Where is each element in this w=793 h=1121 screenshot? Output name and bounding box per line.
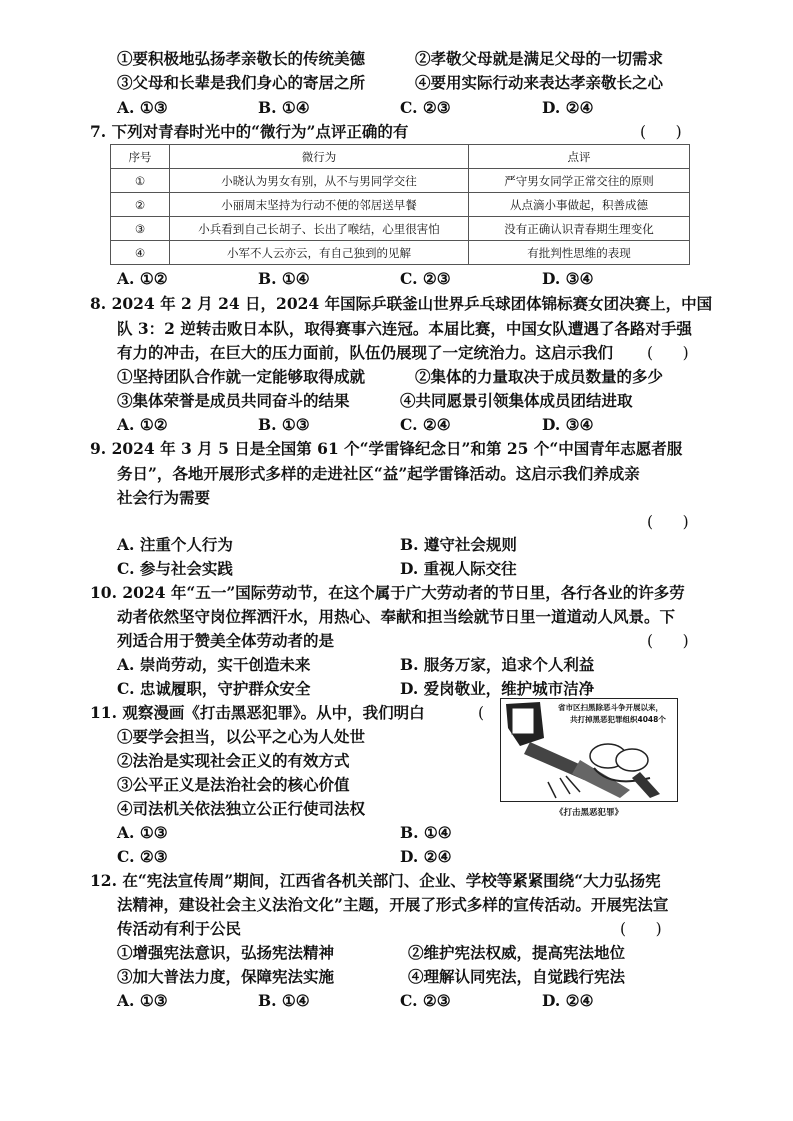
table-cell: 有批判性思维的表现 [469,241,690,265]
q8-option-b[interactable]: B. ①③ [258,415,310,434]
q7-answer-paren[interactable]: ( ) [640,123,682,141]
q12-stem-line-1: 12. 在“宪法宣传周”期间，江西省各机关部门、企业、学校等紧紧围绕“大力弘扬宪 [90,871,661,890]
q8-stem-line-1: 8. 2024 年 2 月 24 日，2024 年国际乒联釜山世界乒乓球团体锦标赛女团决赛上，中国 [90,294,713,313]
table-header-row [111,145,690,169]
q10-option-c[interactable]: C. 忠诚履职，守护群众安全 [117,679,311,698]
q6-statement-3: ③父母和长辈是我们身心的寄居之所 [117,73,366,92]
q12-answer-paren[interactable]: ( ) [620,920,662,938]
q6-option-d[interactable]: D. ②④ [542,98,594,117]
q8-statement-1: ①坚持团队合作就一定能够取得成就 [117,367,366,386]
q8-stem-line-3: 有力的冲击，在巨大的压力面前，队伍仍展现了一定统治力。这启示我们 [117,343,614,362]
q7-stem: 7. 下列对青春时光中的“微行为”点评正确的有 [90,122,409,141]
q6-statement-1: ①要积极地弘扬孝亲敬长的传统美德 [117,49,366,68]
cartoon-illustration [500,698,678,820]
q10-option-d[interactable]: D. 爱岗敬业，维护城市洁净 [400,679,595,698]
q10-stem-line-3: 列适合用于赞美全体劳动者的是 [117,631,335,650]
table-cell: 小军不人云亦云，有自己独到的见解 [170,241,469,265]
cartoon-text-1: 省市区扫黑除恶斗争开展以来， [558,703,663,712]
cartoon-criminal-2 [616,749,648,771]
q12-stem-line-2: 法精神，建设社会主义法治文化”主题，开展了形式多样的宣传活动。开展宪法宣 [117,895,669,914]
q7-option-d[interactable]: D. ③④ [542,269,594,288]
q11-statement-2: ②法治是实现社会正义的有效方式 [117,751,350,770]
table-header: 微行为 [170,145,469,169]
cartoon-text-2: 共打掉黑恶犯罪组织4048个 [570,715,666,724]
table-cell: 小晓认为男女有别，从不与男同学交往 [170,169,469,193]
table-cell: 严守男女同学正常交往的原则 [469,169,690,193]
table-cell: 小兵看到自己长胡子、长出了喉结，心里很害怕 [170,217,469,241]
table-row [111,217,690,241]
q6-option-c[interactable]: C. ②③ [400,98,451,117]
q12-option-d[interactable]: D. ②④ [542,991,594,1010]
q11-option-b[interactable]: B. ①④ [400,823,452,842]
q12-option-c[interactable]: C. ②③ [400,991,451,1010]
q11-statement-1: ①要学会担当，以公平之心为人处世 [117,727,366,746]
q11-statement-4: ④司法机关依法独立公正行使司法权 [117,799,366,818]
q11-option-a[interactable]: A. ①③ [117,823,168,842]
table-cell: ④ [111,241,170,265]
q9-option-c[interactable]: C. 参与社会实践 [117,559,233,578]
table-cell: 没有正确认识青春期生理变化 [469,217,690,241]
q6-statement-4: ④要用实际行动来表达孝亲敬长之心 [415,73,664,92]
q10-option-b[interactable]: B. 服务万家，追求个人利益 [400,655,595,674]
q8-option-d[interactable]: D. ③④ [542,415,594,434]
q12-option-b[interactable]: B. ①④ [258,991,310,1010]
q8-answer-paren[interactable]: ( ) [647,344,689,362]
q10-stem-line-2: 动者依然坚守岗位挥洒汗水，用热心、奉献和担当绘就节日里一道道动人风景。下 [117,607,676,626]
q7-table [110,144,690,265]
q9-stem-line-2: 务日”，各地开展形式多样的走进社区“益”起学雷锋活动。这启示我们养成亲 [117,464,640,483]
table-header: 点评 [469,145,690,169]
q9-option-b[interactable]: B. 遵守社会规则 [400,535,517,554]
table-cell: ③ [111,217,170,241]
q12-statement-2: ②维护宪法权威，提高宪法地位 [408,943,626,962]
q10-stem-line-1: 10. 2024 年“五一”国际劳动节，在这个属于广大劳动者的节日里，各行各业的许多劳 [90,583,685,602]
table-cell: 小丽周末坚持为行动不便的邻居送早餐 [170,193,469,217]
q8-option-a[interactable]: A. ①② [117,415,168,434]
q11-stem: 11. 观察漫画《打击黑恶犯罪》。从中，我们明白 [90,703,425,722]
q9-stem-line-3: 社会行为需要 [117,488,211,507]
q9-option-a[interactable]: A. 注重个人行为 [117,535,233,554]
q9-option-d[interactable]: D. 重视人际交往 [400,559,517,578]
cartoon-drawing [500,698,678,820]
q11-statement-3: ③公平正义是法治社会的核心价值 [117,775,350,794]
table-cell: 从点滴小事做起，积善成德 [469,193,690,217]
q12-option-a[interactable]: A. ①③ [117,991,168,1010]
q12-statement-4: ④理解认同宪法，自觉践行宪法 [408,967,626,986]
q12-stem-line-3: 传活动有利于公民 [117,919,242,938]
q12-statement-3: ③加大普法力度，保障宪法实施 [117,967,335,986]
q7-option-c[interactable]: C. ②③ [400,269,451,288]
q8-option-c[interactable]: C. ②④ [400,415,451,434]
q8-statement-4: ④共同愿景引领集体成员团结进取 [400,391,633,410]
q11-answer-paren[interactable]: ( [478,704,485,722]
q12-statement-1: ①增强宪法意识，弘扬宪法精神 [117,943,335,962]
table-row [111,241,690,265]
q7-option-b[interactable]: B. ①④ [258,269,310,288]
q8-stem-line-2: 队 3：2 逆转击败日本队，取得赛事六连冠。本届比赛，中国女队遭遇了各路对手强 [117,319,692,338]
table-cell: ① [111,169,170,193]
q9-stem-line-1: 9. 2024 年 3 月 5 日是全国第 61 个“学雷锋纪念日”和第 25 个“中国青年志愿者服 [90,439,683,458]
q10-answer-paren[interactable]: ( ) [647,632,689,650]
table-row [111,169,690,193]
q9-answer-paren[interactable]: ( ) [647,513,689,531]
q6-statement-2: ②孝敬父母就是满足父母的一切需求 [415,49,664,68]
q11-option-d[interactable]: D. ②④ [400,847,452,866]
table-row [111,193,690,217]
q8-statement-3: ③集体荣誉是成员共同奋斗的结果 [117,391,350,410]
q11-option-c[interactable]: C. ②③ [117,847,168,866]
q10-option-a[interactable]: A. 崇尚劳动，实干创造未来 [117,655,311,674]
table-header: 序号 [111,145,170,169]
q6-option-b[interactable]: B. ①④ [258,98,310,117]
q7-option-a[interactable]: A. ①② [117,269,168,288]
q8-statement-2: ②集体的力量取决于成员数量的多少 [415,367,664,386]
q6-option-a[interactable]: A. ①③ [117,98,168,117]
cartoon-caption: 《打击黑恶犯罪》 [554,808,624,818]
cartoon-badge-shape [512,708,534,734]
table-cell: ② [111,193,170,217]
